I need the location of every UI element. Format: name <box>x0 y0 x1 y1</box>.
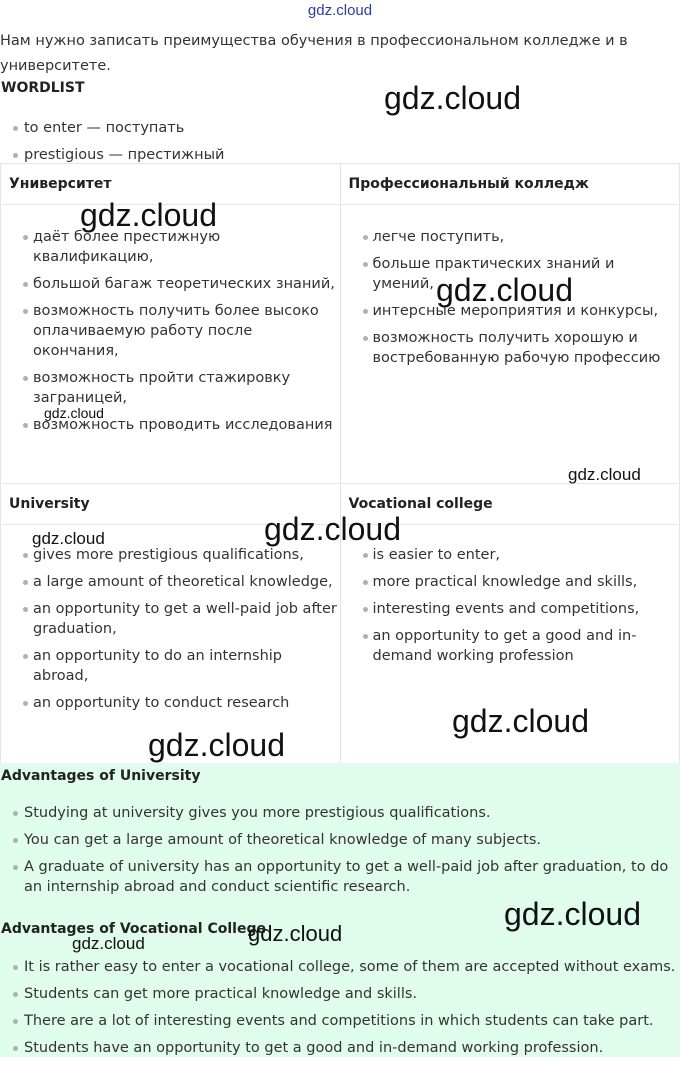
intro-text: Нам нужно записать преимущества обучения в профессиональном колледже и в университете. <box>0 33 628 74</box>
list-item: большой багаж теоретических знаний, <box>1 274 340 294</box>
table-row <box>1 205 680 484</box>
list-item: an opportunity to get a well-paid job after graduation, <box>1 599 340 639</box>
list-item: Students can get more practical knowledge and skills. <box>0 984 680 1004</box>
watermark: gdz.cloud <box>80 197 217 233</box>
list-item: возможность проводить исследования <box>1 415 340 435</box>
list-item: more practical knowledge and skills, <box>341 572 680 592</box>
list-item: возможность пройти стажировку заграницей, <box>1 368 340 408</box>
list-item: легче поступить, <box>341 227 680 247</box>
list-item: A graduate of university has an opportunity to get a well-paid job after graduation, to do an internship abroad and conduct scientific research. <box>0 857 675 897</box>
list-item: возможность получить хорошую и востребованную рабочую профессию <box>341 328 680 368</box>
watermark: gdz.cloud <box>32 529 105 548</box>
header-university-en: University <box>1 484 341 525</box>
advantages-college-title: Advantages of Vocational College <box>1 921 266 937</box>
cell-college-ru <box>340 205 680 484</box>
list-item: возможность получить более высоко оплачиваемую работу после окончания, <box>1 301 340 361</box>
list-item: Students have an opportunity to get a good and in-demand working profession. <box>0 1038 680 1058</box>
advantages-university-title: Advantages of University <box>1 768 201 784</box>
list-item: an opportunity to do an internship abroad, <box>1 646 340 686</box>
list-item: an opportunity to get a good and in-demand working profession <box>341 626 680 666</box>
list-item: prestigious — престижный <box>0 142 224 169</box>
wordlist-title: WORDLIST <box>1 80 85 96</box>
list-item: You can get a large amount of theoretical knowledge of many subjects. <box>0 830 675 850</box>
advantages-college-list <box>0 957 680 1065</box>
list-item: interesting events and competitions, <box>341 599 680 619</box>
watermark: gdz.cloud <box>44 405 104 421</box>
cell-university-ru <box>1 205 341 484</box>
watermark: gdz.cloud <box>264 511 401 547</box>
wordlist <box>0 115 224 169</box>
comparison-table <box>0 163 680 764</box>
list-item: интерсные мероприятия и конкурсы, <box>341 301 680 321</box>
watermark: gdz.cloud <box>72 934 145 953</box>
watermark: gdz.cloud <box>436 272 573 308</box>
watermark: gdz.cloud <box>452 703 589 739</box>
header-college-ru: Профессиональный колледж <box>340 164 680 205</box>
list-item: an opportunity to conduct research <box>1 693 340 713</box>
list-item: a large amount of theoretical knowledge, <box>1 572 340 592</box>
watermark: gdz.cloud <box>504 896 641 932</box>
header-watermark: gdz.cloud <box>307 2 373 19</box>
watermark: gdz.cloud <box>148 727 285 763</box>
watermark: gdz.cloud <box>384 80 521 116</box>
header-university-ru: Университет <box>1 164 341 205</box>
list-item: There are a lot of interesting events and competitions in which students can take part. <box>0 1011 680 1031</box>
list-item: gives more prestigious qualifications, <box>1 545 340 565</box>
header-college-en: Vocational college <box>340 484 680 525</box>
list-item: больше практических знаний и умений, <box>341 254 680 294</box>
list-item: Studying at university gives you more prestigious qualifications. <box>0 803 675 823</box>
watermark: gdz.cloud <box>568 465 641 484</box>
list-item: даёт более престижную квалификацию, <box>1 227 340 267</box>
list-item: It is rather easy to enter a vocational college, some of them are accepted without exams. <box>0 957 680 977</box>
list-item: to enter — поступать <box>0 115 224 142</box>
watermark: gdz.cloud <box>248 921 343 946</box>
list-item: is easier to enter, <box>341 545 680 565</box>
advantages-university-list <box>0 803 675 904</box>
